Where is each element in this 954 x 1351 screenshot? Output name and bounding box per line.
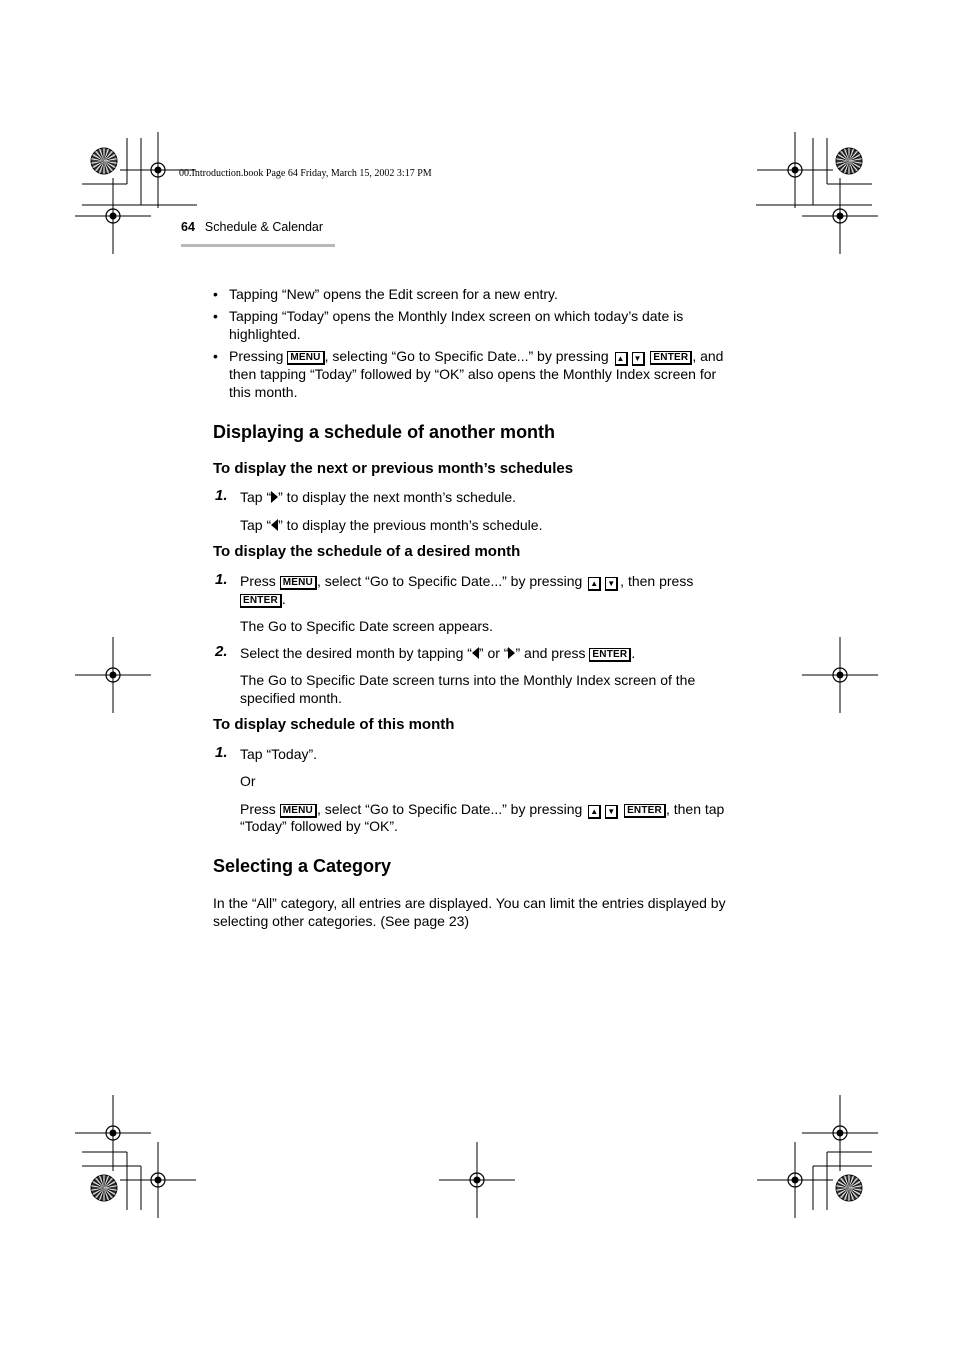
menu-key: MENU <box>280 804 317 818</box>
star-target-icon <box>91 148 117 174</box>
text: Select the desired month by tapping “ <box>240 645 472 661</box>
step-note: The Go to Specific Date screen turns into the Monthly Index screen of the <box>240 672 696 688</box>
enter-key: ENTER <box>240 594 282 608</box>
text: , then press <box>620 573 694 589</box>
bullet-text: Tapping “Today” opens the Monthly Index screen on which today’s date is <box>229 308 684 324</box>
left-arrow-icon <box>472 647 479 659</box>
bullet-dot: • <box>213 286 218 302</box>
down-key-icon: ▼ <box>605 577 618 591</box>
bullet-text: highlighted. <box>229 326 301 342</box>
step-text <box>240 488 516 506</box>
down-key-icon: ▼ <box>605 805 618 819</box>
section-heading: Displaying a schedule of another month <box>213 422 556 442</box>
text: ” to display the previous month’s schedule. <box>278 517 543 533</box>
step-text: Tap “Today”. <box>240 746 318 762</box>
slug-line: 00.Introduction.book Page 64 Friday, March 15, 2002 3:17 PM <box>179 168 432 179</box>
text: , select “Go to Specific Date...” by pressing <box>316 573 583 589</box>
step-text <box>240 644 635 662</box>
star-target-icon <box>836 148 862 174</box>
page-number: 64 <box>181 220 195 234</box>
registration-mark-icon <box>757 132 833 208</box>
registration-mark-icon <box>75 637 151 713</box>
text: ” or “ <box>478 645 509 661</box>
text: Tap “ <box>240 517 272 533</box>
registration-mark-icon <box>802 637 878 713</box>
step-text: Or <box>240 773 256 789</box>
text: ” and press <box>515 645 586 661</box>
text: Tap “ <box>240 489 272 505</box>
bullet-dot: • <box>213 308 218 324</box>
up-key-icon: ▲ <box>588 805 601 819</box>
registration-mark-icon <box>120 1142 196 1218</box>
registration-mark-icon <box>439 1142 515 1218</box>
enter-key: ENTER <box>650 351 692 365</box>
text: Press <box>240 573 276 589</box>
text: Press <box>240 801 276 817</box>
step-note: The Go to Specific Date screen appears. <box>240 618 493 634</box>
step-number: 1. <box>215 487 228 504</box>
bullet-text: then tapping “Today” followed by “OK” also opens the Monthly Index screen for <box>229 366 717 382</box>
menu-key: MENU <box>280 576 317 590</box>
step-note: specified month. <box>240 690 342 706</box>
text: , select “Go to Specific Date...” by pressing <box>316 801 583 817</box>
subheading: To display schedule of this month <box>213 716 455 733</box>
bullet-text: this month. <box>229 384 298 400</box>
enter-key: ENTER <box>589 648 631 662</box>
text: , and <box>692 348 724 364</box>
text: , then tap <box>665 801 725 817</box>
star-target-icon <box>836 1175 862 1201</box>
text: ” to display the next month’s schedule. <box>278 489 517 505</box>
step-number: 2. <box>215 643 228 660</box>
step-text <box>240 572 693 591</box>
text: . <box>281 591 286 607</box>
bullet-dot: • <box>213 348 218 364</box>
text: . <box>631 645 636 661</box>
registration-mark-icon <box>802 1095 878 1171</box>
body-text: selecting other categories. (See page 23) <box>213 913 470 929</box>
down-key-icon: ▼ <box>632 352 645 366</box>
step-text: “Today” followed by “OK”. <box>240 818 398 834</box>
registration-mark-icon <box>757 1142 833 1218</box>
step-number: 1. <box>215 744 228 761</box>
step-number: 1. <box>215 571 228 588</box>
star-target-icon <box>91 1175 117 1201</box>
menu-key: MENU <box>287 351 324 365</box>
up-key-icon: ▲ <box>615 352 628 366</box>
up-key-icon: ▲ <box>588 577 601 591</box>
step-text <box>240 516 542 534</box>
body-text: In the “All” category, all entries are displayed. You can limit the entries displayed by <box>213 895 726 911</box>
running-header <box>181 220 335 247</box>
subheading: To display the schedule of a desired month <box>213 543 521 560</box>
registration-mark-icon <box>75 1095 151 1171</box>
bullet-text <box>229 347 723 366</box>
text: , selecting “Go to Specific Date...” by pressing <box>324 348 609 364</box>
bullet-text: Tapping “New” opens the Edit screen for a new entry. <box>229 286 558 302</box>
text: Pressing <box>229 348 284 364</box>
section-heading: Selecting a Category <box>213 856 392 876</box>
subheading: To display the next or previous month’s schedules <box>213 460 574 477</box>
registration-mark-icon <box>75 178 151 254</box>
enter-key: ENTER <box>624 804 666 818</box>
section-name: Schedule & Calendar <box>204 220 324 234</box>
step-text <box>240 590 286 608</box>
